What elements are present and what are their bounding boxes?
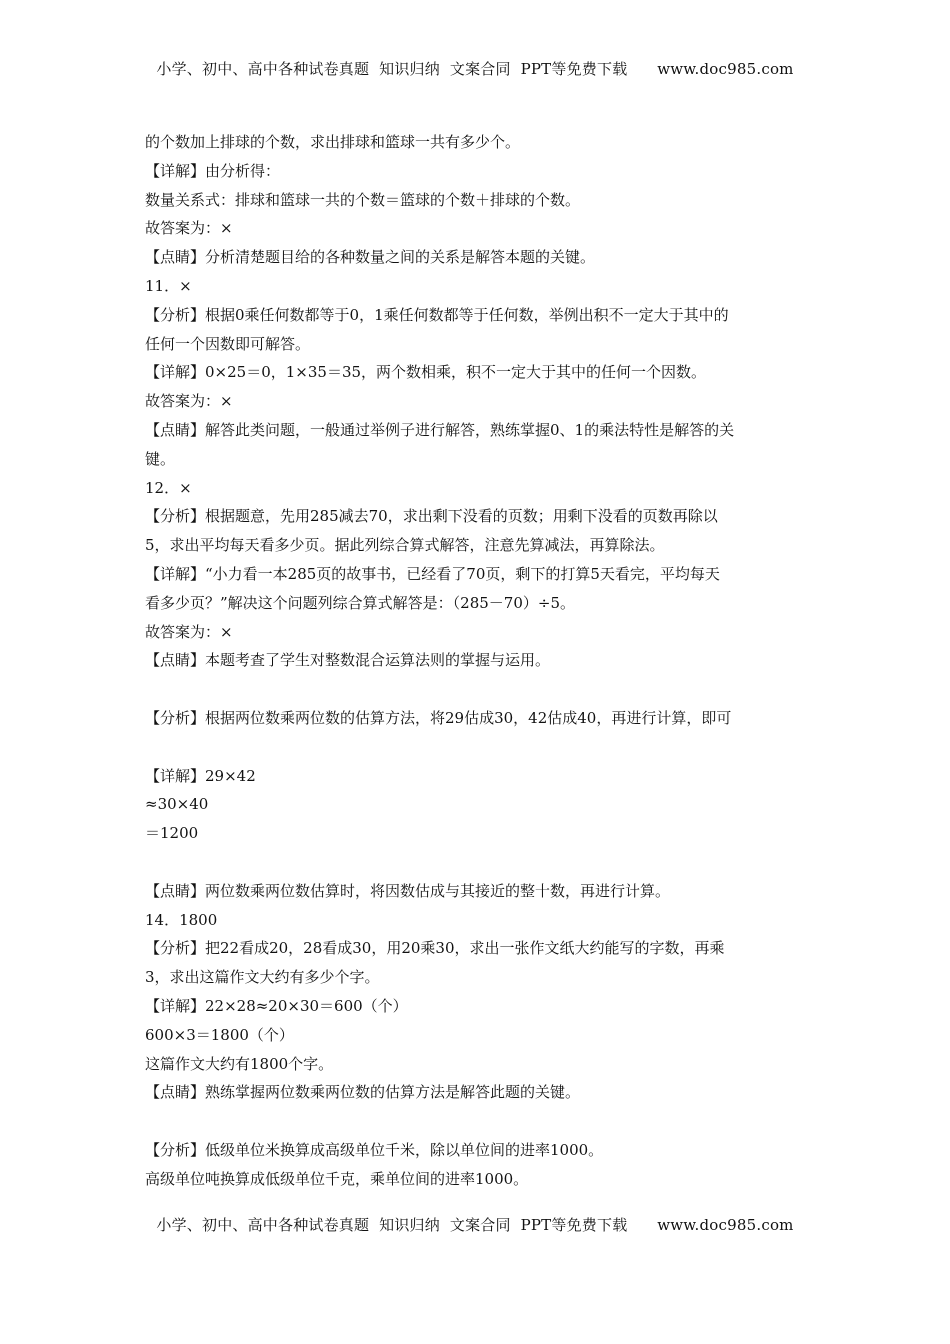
page-header: 小学、初中、高中各种试卷真题 知识归纳 文案合同 PPT等免费下载 www.doc985.com — [156, 60, 794, 78]
text-line: 3，求出这篇作文大约有多少个字。 — [145, 968, 380, 987]
question-13-answer — [145, 675, 810, 704]
text-line: 数量关系式：排球和篮球一共的个数＝篮球的个数＋排球的个数。 — [145, 190, 581, 209]
text-line: ＝1200 — [145, 824, 199, 843]
text-line: 【详解】由分析得： — [145, 161, 281, 180]
text-line: 5，求出平均每天看多少页。据此列综合算式解答，注意先算减法，再算除法。 — [145, 536, 665, 555]
text-line: 这篇作文大约有1800个字。 — [145, 1054, 334, 1073]
text-line: 高级单位吨换算成低级单位千克，乘单位间的进率1000。 — [145, 1169, 529, 1188]
question-15-answer — [145, 1107, 810, 1136]
text-line: 【分析】把22看成20，28看成30，用20乘30，求出一张作文纸大约能写的字数，再乘 — [145, 939, 725, 958]
text-line: 【分析】根据0乘任何数都等于0，1乘任何数都等于任何数，举例出积不一定大于其中的 — [145, 305, 729, 324]
text-line: 【分析】根据题意，先用285减去70，求出剩下没看的页数；用剩下没看的页数再除以 — [145, 507, 718, 526]
text-line: 故答案为：× — [145, 622, 233, 641]
text-line: 【点睛】熟练掌握两位数乘两位数的估算方法是解答此题的关键。 — [145, 1083, 581, 1102]
text-line: 任何一个因数即可解答。 — [145, 334, 311, 353]
text-line: 【详解】0×25＝0，1×35＝35，两个数相乘，积不一定大于其中的任何一个因数。 — [145, 363, 707, 382]
text-line: 【点睛】本题考查了学生对整数混合运算法则的掌握与运用。 — [145, 651, 551, 670]
text-line: 【点睛】解答此类问题，一般通过举例子进行解答，熟练掌握0、1的乘法特性是解答的关 — [145, 420, 735, 439]
document-body — [145, 128, 810, 1193]
text-line: 的个数加上排球的个数，求出排球和篮球一共有多少个。 — [145, 133, 521, 151]
text-line: 故答案为：× — [145, 392, 233, 411]
text-line: ≈30×40 — [145, 795, 209, 814]
text-line: 【分析】低级单位米换算成高级单位千米，除以单位间的进率1000。 — [145, 1140, 604, 1159]
text-line: 【点睛】两位数乘两位数估算时，将因数估成与其接近的整十数，再进行计算。 — [145, 881, 671, 900]
text-line: 【详解】“小力看一本285页的故事书，已经看了70页，剩下的打算5天看完，平均每天 — [145, 564, 720, 583]
text-line: 故答案为：× — [145, 219, 233, 238]
text-line: 看多少页？”解决这个问题列综合算式解答是：（285－70）÷5。 — [145, 593, 576, 612]
page-footer: 小学、初中、高中各种试卷真题 知识归纳 文案合同 PPT等免费下载 www.doc985.com — [156, 1216, 794, 1234]
text-line — [145, 733, 810, 762]
question-number: 11．× — [145, 276, 192, 295]
text-line: 【详解】29×42 — [145, 766, 256, 785]
question-number: 14．1800 — [145, 910, 218, 929]
text-line: 【详解】22×28≈20×30＝600（个） — [145, 996, 408, 1015]
text-line: 【分析】根据两位数乘两位数的估算方法，将29估成30，42估成40，再进行计算，即可 — [145, 708, 732, 727]
text-line: 键。 — [145, 449, 176, 468]
text-line: 【点睛】分析清楚题目给的各种数量之间的关系是解答本题的关键。 — [145, 248, 596, 267]
question-number: 12．× — [145, 478, 192, 497]
text-line: 600×3＝1800（个） — [145, 1025, 294, 1044]
text-line — [145, 848, 810, 877]
